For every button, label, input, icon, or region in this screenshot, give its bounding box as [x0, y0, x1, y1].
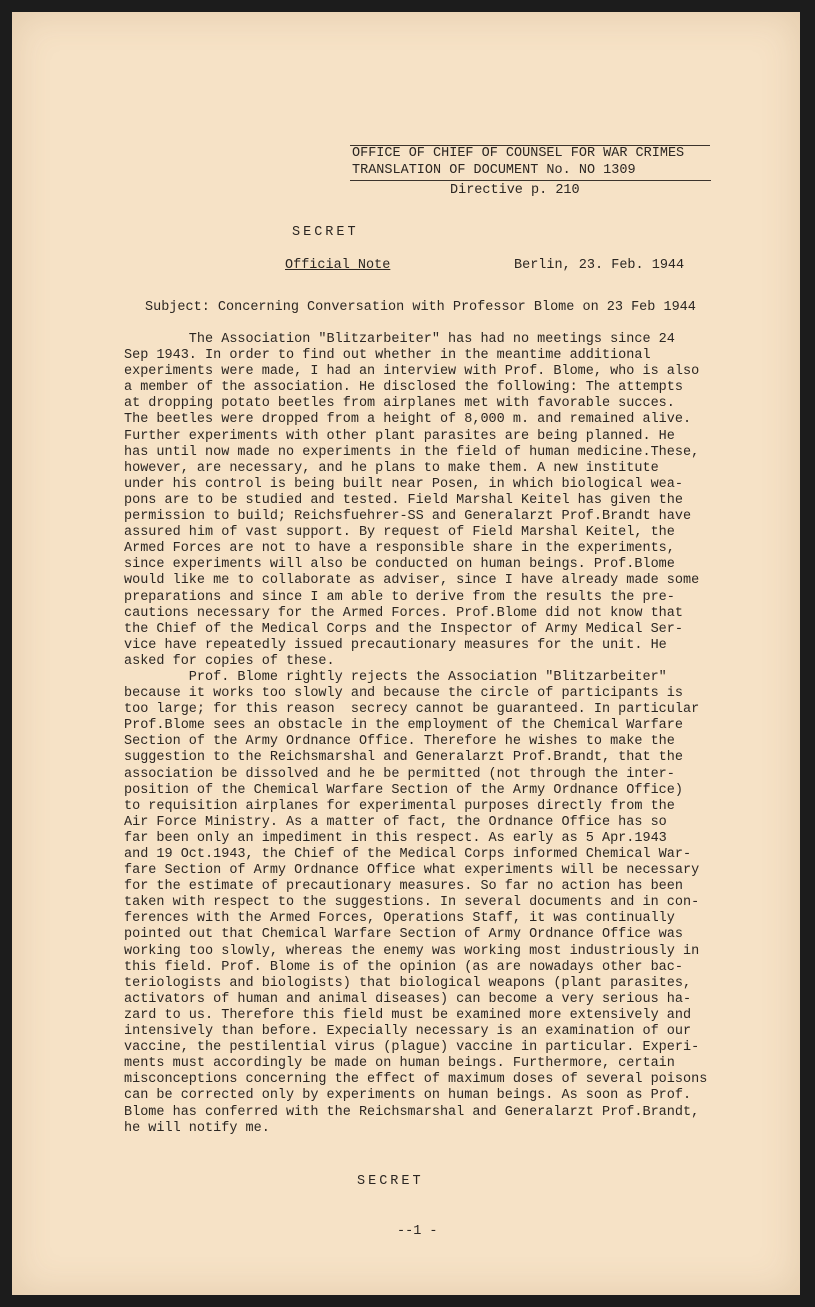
paragraph-2: Prof. Blome rightly rejects the Association "Blitzarbeiter" because it works too slowly and because the circle of participants is too large; for this reason secrecy cannot be guaranteed. In particular Prof.Blome sees an obstacle in the employment of the Chemical Warfare Section of the Army Ordnance Office. Therefore he wishes to make the suggestion to the Reichsmarshal and Generalarzt Prof.Brandt, that the association be dissolved and he be permitted (not through the inter- position of the Chemical Warfare Section of the Army Ordnance Office) to requisition airplanes for experimental purposes directly from the Air Force Ministry. As a matter of fact, the Ordnance Office has so far been only an impediment in this respect. As early as 5 Apr.1943 and 19 Oct.1943, the Chief of the Medical Corps informed Chemical War- fare Section of Army Ordnance Office what experiments will be necessary for the estimate of precautionary measures. So far no action has been taken with respect to the suggestions. In several documents and in con- ferences with the Armed Forces, Operations Staff, it was continually pointed out that Chemical Warfare Section of Army Ordnance Office was working too slowly, whereas the enemy was working most industriously in this field. Prof. Blome is of the opinion (as are nowadays other bac- teriologists and biologists) that biological weapons (plant parasites, activators of human and animal diseases) can become a very serious ha- zard to us. Therefore this field must be examined more extensively and intensively than before. Expecially necessary is an examination of our vaccine, the pestilential virus (plague) vaccine in particular. Experi- ments must accordingly be made on human beings. Furthermore, certain misconceptions concerning the effect of maximum doses of several poisons can be corrected only by experiments on human beings. As soon as Prof. Blome has conferred with the Reichsmarshal and Generalarzt Prof.Brandt, he will notify me. [124, 669, 708, 1136]
official-note-heading: Official Note [285, 258, 391, 273]
directive-reference: Directive p. 210 [450, 183, 580, 198]
header-rule-bottom [350, 180, 711, 181]
document-page [12, 12, 800, 1295]
document-header [350, 145, 710, 199]
paragraph-1: The Association "Blitzarbeiter" has had no meetings since 24 Sep 1943. In order to find out whether in the meantime additional experiments were made, I had an interview with Prof. Blome, who is also a member of the association. He disclosed the following: The attempts at dropping potato beetles from airplanes met with favorable succes. The beetles were dropped from a height of 8,000 m. and remained alive. Further experiments with other plant parasites are being planned. He has until now made no experiments in the field of human medicine.These, however, are necessary, and he plans to make them. A new institute under his control is being built near Posen, in which biological wea- pons are to be studied and tested. Field Marshal Keitel has given the permission to build; Reichsfuehrer-SS and Generalarzt Prof.Brandt have assured him of vast support. By request of Field Marshal Keitel, the Armed Forces are not to have a responsible share in the experiments, since experiments will also be conducted on human beings. Prof.Blome would like me to collaborate as adviser, since I have already made some preparations and since I am able to derive from the results the pre- cautions necessary for the Armed Forces. Prof.Blome did not know that the Chief of the Medical Corps and the Inspector of Army Medical Ser- vice have repeatedly issued precautionary measures for the unit. He asked for copies of these. [124, 332, 700, 669]
classification-bottom: SECRET [357, 1174, 424, 1189]
classification-top: SECRET [292, 225, 359, 240]
page-number: --1 - [397, 1224, 438, 1239]
subject-line: Subject: Concerning Conversation with Professor Blome on 23 Feb 1944 [145, 300, 696, 315]
date-line: Berlin, 23. Feb. 1944 [514, 258, 685, 273]
body-text [124, 332, 744, 1137]
office-title: OFFICE OF CHIEF OF COUNSEL FOR WAR CRIMES [352, 146, 685, 161]
translation-title: TRANSLATION OF DOCUMENT No. NO 1309 [352, 163, 636, 178]
